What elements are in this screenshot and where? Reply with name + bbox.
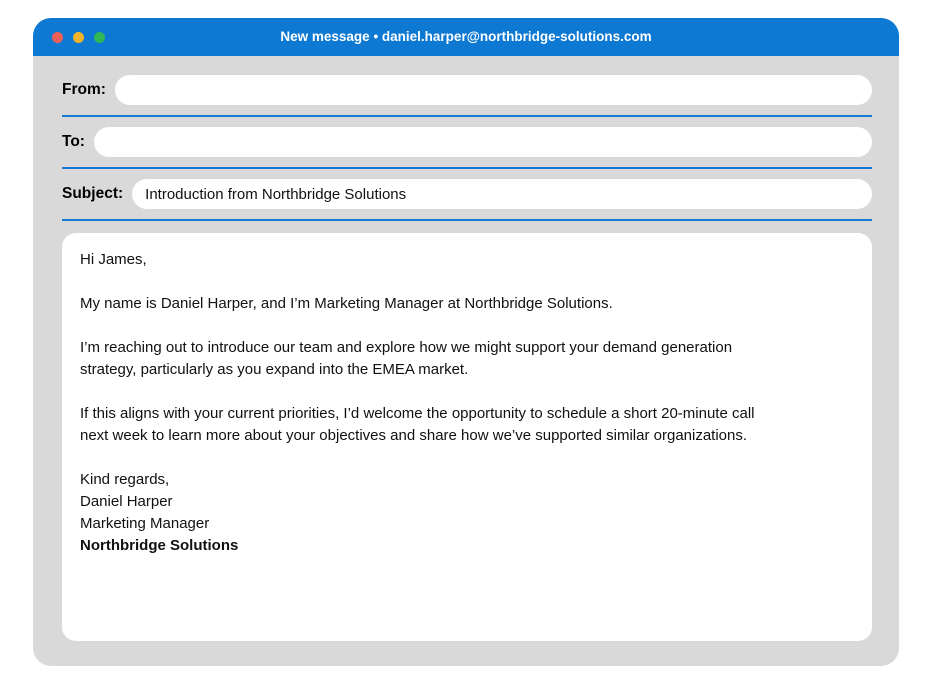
from-label: From: xyxy=(62,81,106,98)
signature-name: Daniel Harper xyxy=(80,493,173,510)
divider xyxy=(62,219,872,221)
divider xyxy=(62,167,872,169)
to-row xyxy=(62,127,872,157)
message-body-editor[interactable] xyxy=(62,233,872,641)
body-line: If this aligns with your current priorities, I’d welcome the opportunity to schedule a short 20-minute call xyxy=(80,405,755,422)
signature-closing: Kind regards, xyxy=(80,471,170,488)
body-line: My name is Daniel Harper, and I’m Marketing Manager at Northbridge Solutions. xyxy=(80,295,613,312)
body-paragraph xyxy=(80,293,832,315)
to-label: To: xyxy=(62,133,85,150)
body-line: next week to learn more about your objectives and share how we’ve supported similar organizations. xyxy=(80,427,748,444)
subject-row xyxy=(62,179,872,209)
from-input[interactable] xyxy=(115,75,872,105)
signature-role: Marketing Manager xyxy=(80,515,210,532)
body-line: Hi James, xyxy=(80,251,147,268)
body-paragraph xyxy=(80,337,832,381)
minimize-window-button[interactable] xyxy=(73,32,84,43)
body-paragraph xyxy=(80,249,832,271)
window-controls xyxy=(52,18,105,56)
close-window-button[interactable] xyxy=(52,32,63,43)
signature-company: Northbridge Solutions xyxy=(80,537,239,554)
body-line: strategy, particularly as you expand into the EMEA market. xyxy=(80,361,469,378)
to-input[interactable] xyxy=(94,127,872,157)
header-fields xyxy=(33,56,899,641)
compose-window xyxy=(33,18,899,666)
subject-label: Subject: xyxy=(62,185,124,202)
from-row xyxy=(62,75,872,105)
window-title: New message • daniel.harper@northbridge-solutions.com xyxy=(280,29,652,44)
divider xyxy=(62,115,872,117)
body-line: I’m reaching out to introduce our team and explore how we might support your demand generation xyxy=(80,339,733,356)
signature-block xyxy=(80,469,832,557)
body-paragraph xyxy=(80,403,832,447)
maximize-window-button[interactable] xyxy=(94,32,105,43)
titlebar xyxy=(33,18,899,56)
subject-input[interactable] xyxy=(132,179,872,209)
